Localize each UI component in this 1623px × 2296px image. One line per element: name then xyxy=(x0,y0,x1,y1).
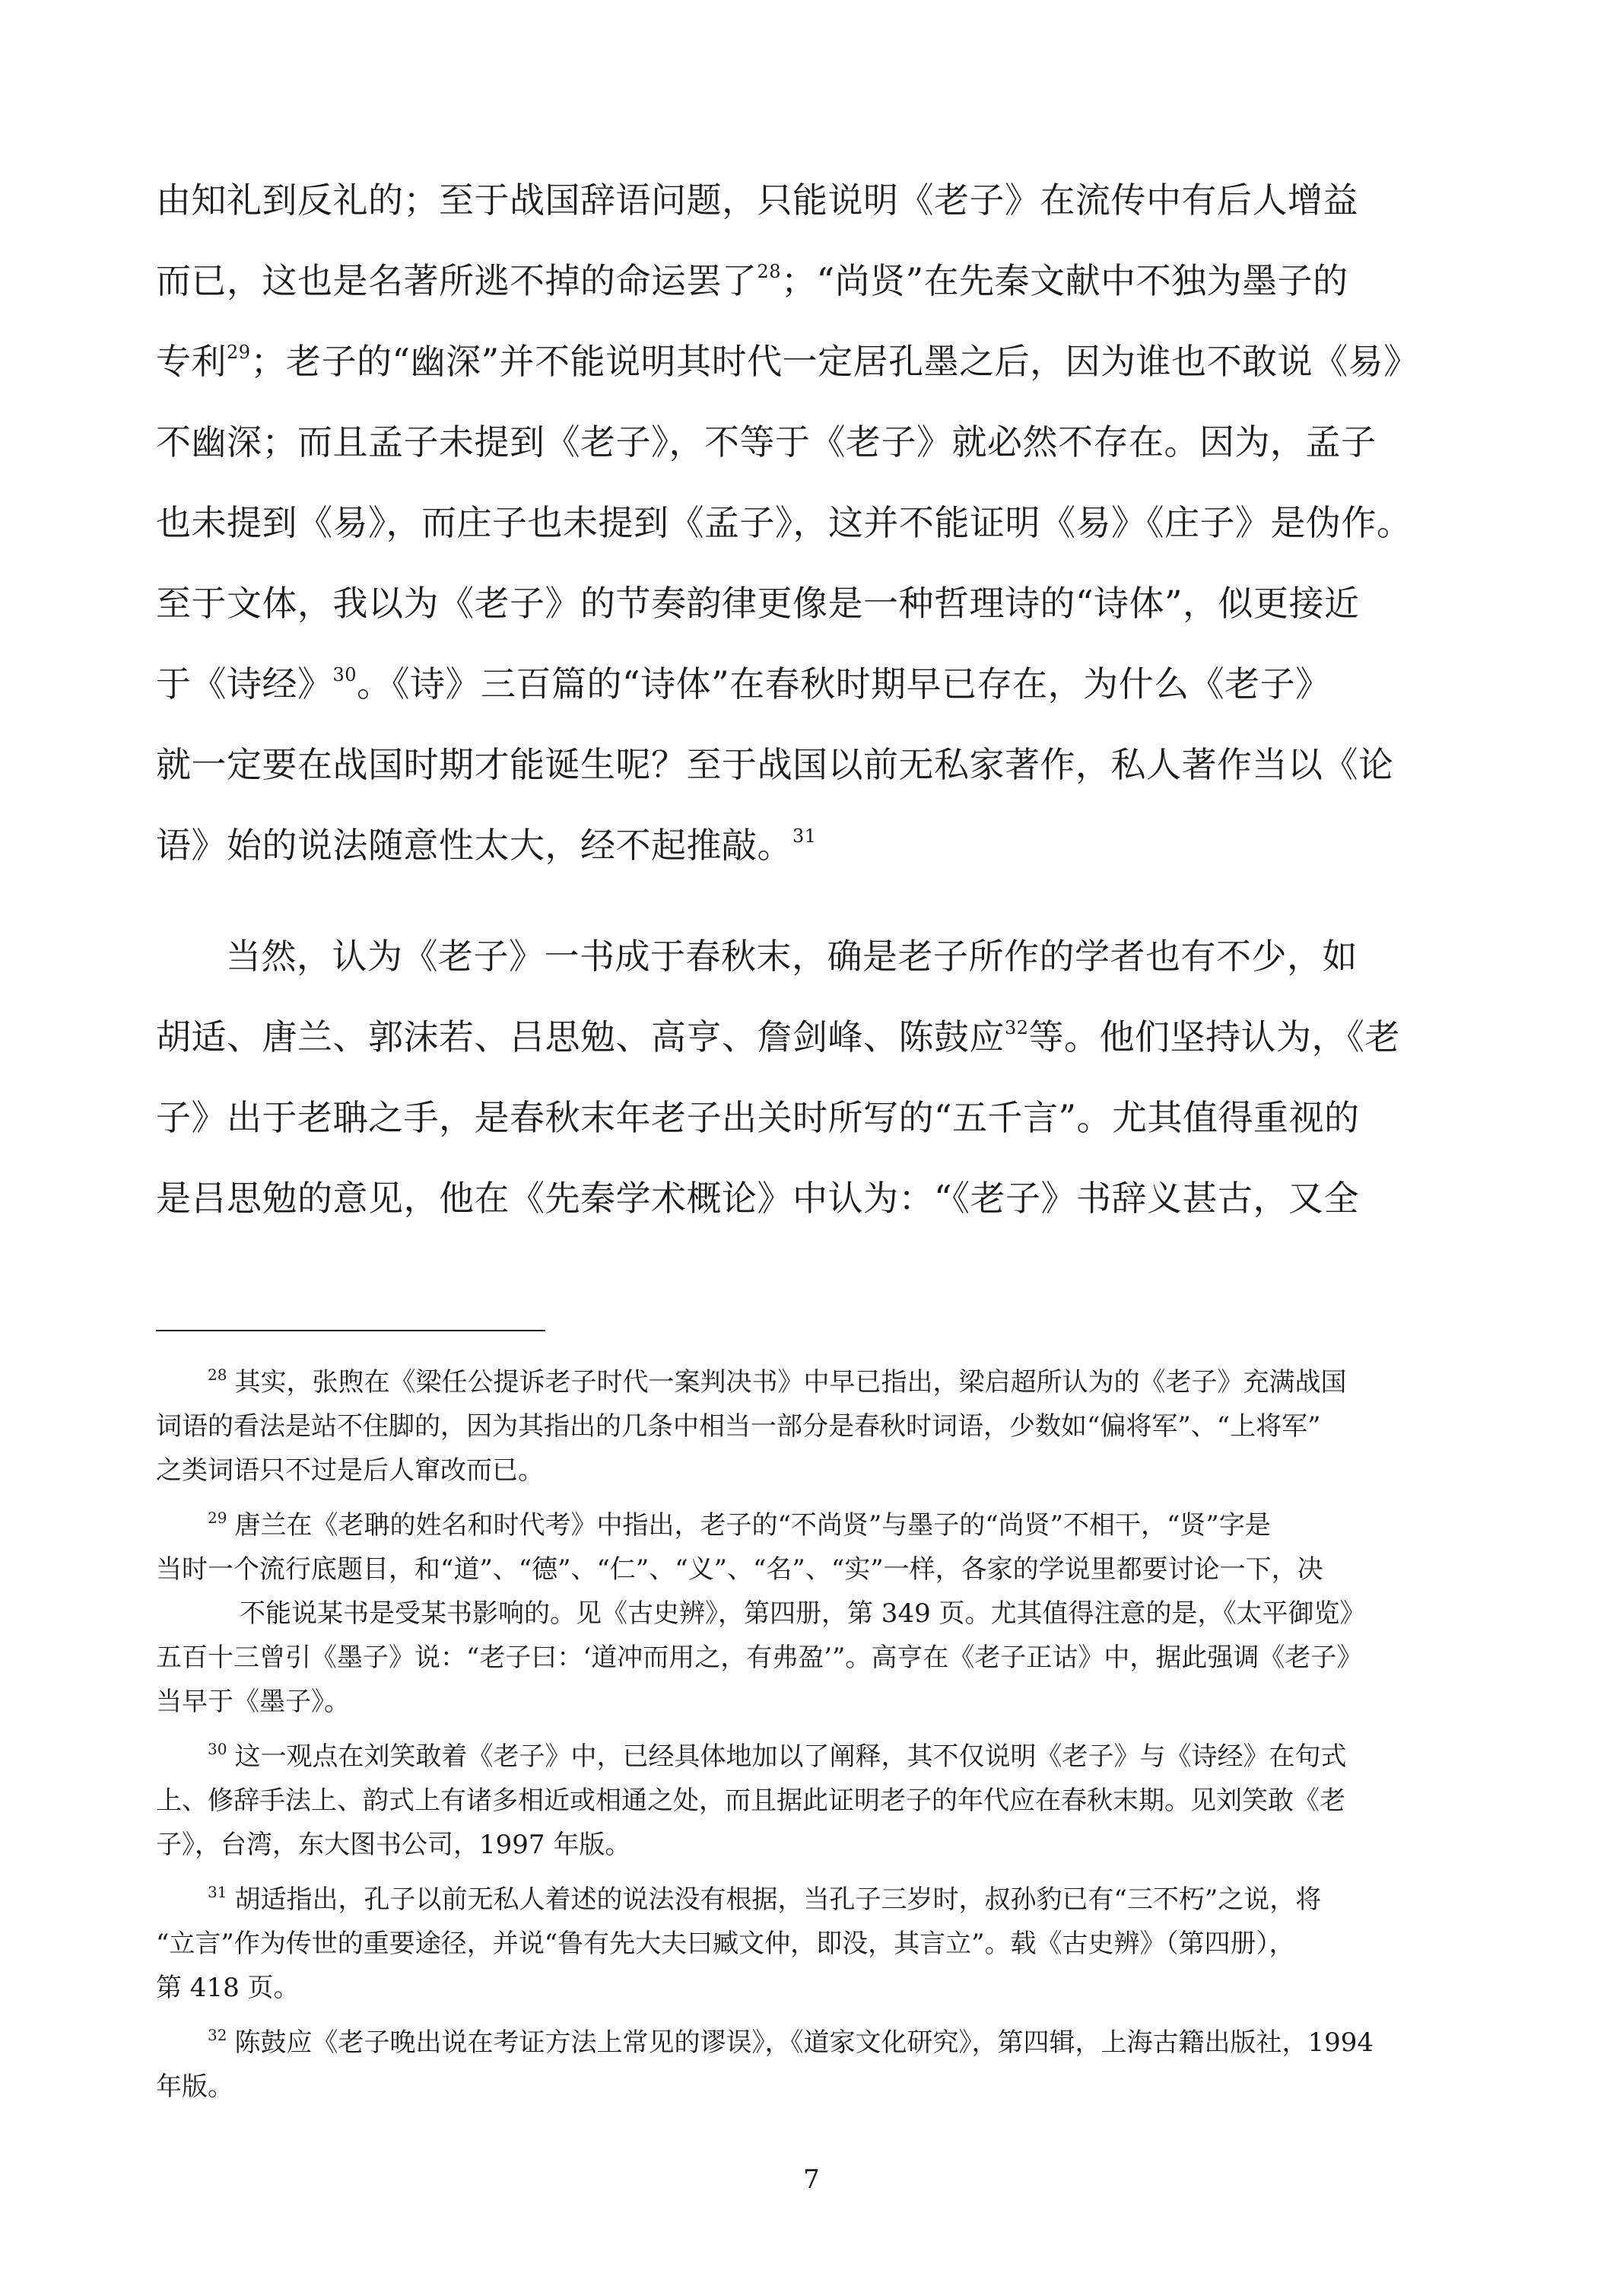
footnote-31 xyxy=(156,1878,1479,2010)
footnote-ref-31[interactable]: 31 xyxy=(792,825,817,847)
footnote-line: 当时一个流行底题目，和“道”、“德”、“仁”、“义”、“名”、“实”一样，各家的学说里都要讨论一下，决 xyxy=(156,1554,1323,1585)
footnote-29 xyxy=(156,1503,1479,1724)
text-line: 语》始的说法随意性太大，经不起推敲。$^{31}$ xyxy=(156,825,817,866)
footnote-line: “立言”作为传世的重要途径，并说“鲁有先大夫曰臧文仲，即没，其言立”。载《古史辨》（第四册）， xyxy=(156,1929,1295,1959)
text-line: 至于文体，我以为《老子》的节奏韵律更像是一种哲理诗的“诗体”，似更接近 xyxy=(156,583,1360,624)
footnote-ref-32[interactable]: 32 xyxy=(1005,1017,1029,1038)
footnote-line: 之类词语只不过是后人窜改而已。 xyxy=(156,1455,544,1486)
footnote-line: 年版。 xyxy=(156,2072,233,2102)
footnote-line: $^{29}$ 唐兰在《老聃的姓名和时代考》中指出，老子的“不尚贤”与墨子的“尚贤”不相干，“贤”字是 xyxy=(208,1509,1271,1541)
paragraph xyxy=(156,160,1479,886)
footnote-number: 28 xyxy=(208,1366,227,1384)
text-line: 于《诗经》$^{30}$。《诗》三百篇的“诗体”在春秋时期早已存在，为什么《老子》 xyxy=(156,663,1331,704)
footnote-line: 第 418 页。 xyxy=(156,1973,300,2003)
footnote-number: 31 xyxy=(208,1883,227,1901)
page-number: 7 xyxy=(803,2164,820,2195)
footnote-line: 不能说某书是受某书影响的。见《古史辨》，第四册，第 349 页。尤其值得注意的是，《太平御览》 xyxy=(240,1598,1366,1629)
text-line: 而已，这也是名著所逃不掉的命运罢了$^{28}$；“尚贤”在先秦文献中不独为墨子的 xyxy=(156,260,1348,301)
footnote-line: 子》，台湾，东大图书公司，1997 年版。 xyxy=(156,1830,631,1860)
text-line: 专利$^{29}$；老子的“幽深”并不能说明其时代一定居孔墨之后，因为谁也不敢说《易》 xyxy=(156,341,1419,382)
footnote-line: 五百十三曾引《墨子》说：“老子曰：‘道冲而用之，有弗盈’”。高亨在《老子正诂》中，据此强调《老子》 xyxy=(156,1642,1363,1673)
footnote-number: 29 xyxy=(208,1509,227,1527)
footnote-divider xyxy=(156,1330,545,1331)
main-text xyxy=(156,160,1479,1239)
footnote-line: 当早于《墨子》。 xyxy=(156,1687,350,1717)
paragraph xyxy=(156,916,1479,1239)
text-line: 当然，认为《老子》一书成于春秋末，确是老子所作的学者也有不少，如 xyxy=(226,936,1358,977)
text-line: 不幽深；而且孟子未提到《老子》，不等于《老子》就必然不存在。因为，孟子 xyxy=(156,421,1377,463)
text-line: 也未提到《易》，而庄子也未提到《孟子》，这并不能证明《易》《庄子》是伪作。 xyxy=(156,502,1412,543)
text-line: 子》出于老聃之手，是春秋末年老子出关时所写的“五千言”。尤其值得重视的 xyxy=(156,1097,1360,1138)
footnote-28 xyxy=(156,1360,1479,1493)
footnote-line: $^{28}$ 其实，张煦在《梁任公提诉老子时代一案判决书》中早已指出，梁启超所认为的《老子》充满战国 xyxy=(208,1366,1347,1398)
footnote-number: 30 xyxy=(208,1740,227,1758)
footnote-line: 上、修辞手法上、韵式上有诸多相近或相通之处，而且据此证明老子的年代应在春秋末期。见刘笑敢《老 xyxy=(156,1786,1345,1816)
text-line: 由知礼到反礼的；至于战国辞语问题，只能说明《老子》在流传中有后人增益 xyxy=(156,180,1358,221)
footnote-number: 32 xyxy=(208,2026,227,2044)
footnote-30 xyxy=(156,1735,1479,1867)
footnote-ref-28[interactable]: 28 xyxy=(757,261,782,282)
footnote-line: $^{30}$ 这一观点在刘笑敢着《老子》中，已经具体地加以了阐释，其不仅说明《老子》与《诗经》在句式 xyxy=(208,1740,1347,1772)
footnote-ref-29[interactable]: 29 xyxy=(227,342,251,363)
footnote-32 xyxy=(156,2021,1479,2109)
footnote-line: $^{31}$ 胡适指出，孔子以前无私人着述的说法没有根据，当孔子三岁时，叔孙豹已有“三不朽”之说，将 xyxy=(208,1883,1322,1915)
footnotes xyxy=(156,1360,1479,2120)
text-line: 胡适、唐兰、郭沫若、吕思勉、高亨、詹剑峰、陈鼓应$^{32}$等。他们坚持认为，《老 xyxy=(156,1016,1401,1057)
footnote-ref-30[interactable]: 30 xyxy=(332,664,357,685)
text-line: 是吕思勉的意见，他在《先秦学术概论》中认为：“《老子》书辞义甚古，又全 xyxy=(156,1178,1360,1219)
footnote-line: $^{32}$ 陈鼓应《老子晚出说在考证方法上常见的谬误》，《道家文化研究》，第四辑，上海古籍出版社，1994 xyxy=(208,2026,1374,2058)
footnote-line: 词语的看法是站不住脚的，因为其指出的几条中相当一部分是春秋时词语，少数如“偏将军”、“上将军” xyxy=(156,1411,1321,1442)
text-line: 就一定要在战国时期才能诞生呢？至于战国以前无私家著作，私人著作当以《论 xyxy=(156,744,1394,785)
